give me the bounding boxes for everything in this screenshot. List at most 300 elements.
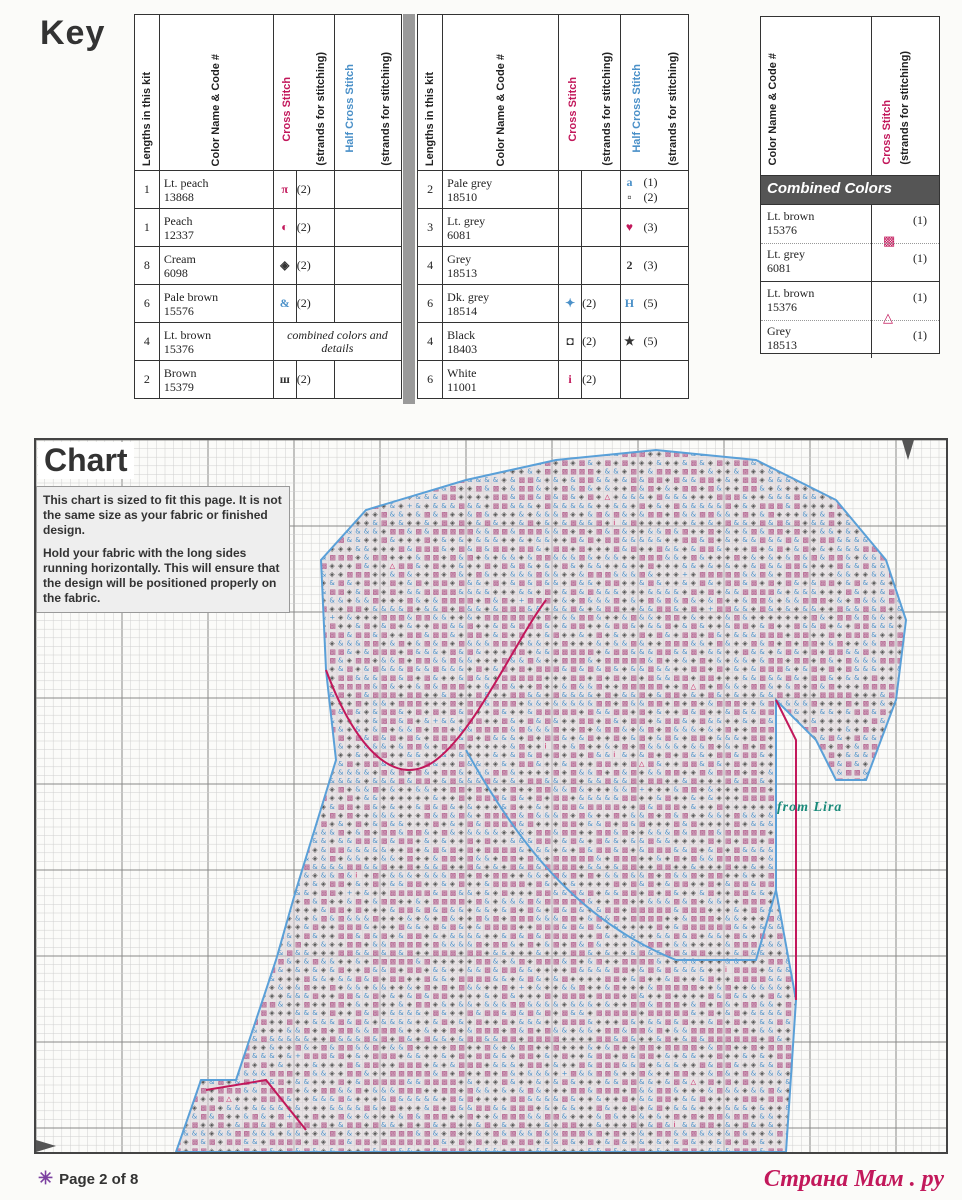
svg-text:▩: ▩: [424, 777, 431, 785]
svg-text:◈: ◈: [854, 519, 860, 527]
svg-text:&: &: [579, 691, 585, 699]
svg-text:▩: ▩: [725, 700, 732, 708]
svg-text:▩: ▩: [450, 708, 457, 716]
svg-text:▩: ▩: [665, 614, 672, 622]
svg-text:▩: ▩: [725, 502, 732, 510]
svg-text:◈: ◈: [209, 665, 215, 673]
svg-text:▩: ▩: [398, 768, 405, 776]
svg-text:&: &: [622, 562, 628, 570]
svg-text:▩: ▩: [630, 485, 637, 493]
svg-text:&: &: [80, 743, 86, 751]
svg-text:&: &: [837, 786, 843, 794]
svg-text:◈: ◈: [501, 786, 507, 794]
svg-text:◈: ◈: [785, 631, 791, 639]
svg-text:&: &: [192, 691, 198, 699]
svg-text:◈: ◈: [398, 760, 404, 768]
svg-text:&: &: [725, 682, 731, 690]
svg-text:&: &: [519, 442, 525, 450]
svg-text:▩: ▩: [312, 614, 319, 622]
svg-text:&: &: [639, 639, 645, 647]
svg-text:&: &: [845, 605, 851, 613]
svg-text:◈: ◈: [484, 605, 490, 613]
svg-text:◈: ◈: [871, 777, 877, 785]
svg-text:&: &: [544, 510, 550, 518]
svg-text:&: &: [166, 725, 172, 733]
svg-text:▩: ▩: [888, 768, 895, 776]
svg-text:◈: ◈: [390, 631, 396, 639]
color-code: 18510: [447, 190, 558, 204]
svg-text:&: &: [46, 639, 52, 647]
svg-text:◈: ◈: [811, 794, 817, 802]
svg-text:&: &: [742, 717, 748, 725]
svg-text:&: &: [37, 639, 43, 647]
svg-text:▩: ▩: [390, 528, 397, 536]
svg-text:&: &: [940, 553, 946, 561]
svg-text:&: &: [441, 614, 447, 622]
svg-text:◈: ◈: [338, 493, 344, 501]
svg-text:▩: ▩: [630, 614, 637, 622]
svg-text:▩: ▩: [347, 605, 354, 613]
svg-text:◈: ◈: [424, 502, 430, 510]
svg-text:&: &: [914, 700, 920, 708]
svg-text:◈: ◈: [656, 450, 662, 458]
svg-text:&: &: [656, 588, 662, 596]
svg-text:▩: ▩: [355, 467, 362, 475]
svg-text:◈: ◈: [725, 545, 731, 553]
svg-text:▩: ▩: [347, 760, 354, 768]
svg-text:▩: ▩: [699, 476, 706, 484]
svg-text:◈: ◈: [226, 467, 232, 475]
svg-text:◈: ◈: [424, 794, 430, 802]
svg-text:◈: ◈: [372, 510, 378, 518]
svg-text:◈: ◈: [398, 588, 404, 596]
svg-text:&: &: [329, 579, 335, 587]
svg-text:▩: ▩: [613, 803, 620, 811]
svg-text:◈: ◈: [587, 786, 593, 794]
svg-text:&: &: [235, 459, 241, 467]
svg-text:◈: ◈: [269, 700, 275, 708]
svg-text:&: &: [372, 674, 378, 682]
svg-text:▩: ▩: [441, 811, 448, 819]
svg-text:◈: ◈: [347, 622, 353, 630]
svg-text:◈: ◈: [854, 502, 860, 510]
svg-text:◈: ◈: [673, 536, 679, 544]
svg-text:◈: ◈: [708, 553, 714, 561]
svg-text:◈: ◈: [751, 700, 757, 708]
color-name-cell: [443, 247, 559, 285]
svg-text:▩: ▩: [501, 502, 508, 510]
svg-text:◈: ◈: [398, 794, 404, 802]
svg-text:▩: ▩: [820, 536, 827, 544]
svg-text:&: &: [605, 648, 611, 656]
svg-text:◈: ◈: [226, 743, 232, 751]
svg-text:◈: ◈: [794, 476, 800, 484]
svg-text:◈: ◈: [897, 467, 903, 475]
svg-text:▩: ▩: [338, 588, 345, 596]
svg-text:▩: ▩: [888, 639, 895, 647]
svg-text:◈: ◈: [923, 786, 929, 794]
svg-text:&: &: [510, 725, 516, 733]
svg-text:◈: ◈: [716, 708, 722, 716]
svg-text:▩: ▩: [579, 657, 586, 665]
svg-text:▩: ▩: [725, 768, 732, 776]
svg-text:◈: ◈: [579, 760, 585, 768]
svg-text:▩: ▩: [536, 682, 543, 690]
svg-text:&: &: [699, 622, 705, 630]
svg-text:◈: ◈: [467, 485, 473, 493]
svg-text:◈: ◈: [132, 725, 138, 733]
svg-text:◈: ◈: [80, 622, 86, 630]
svg-text:◈: ◈: [372, 545, 378, 553]
svg-text:◈: ◈: [157, 734, 163, 742]
svg-text:◈: ◈: [587, 760, 593, 768]
svg-text:◈: ◈: [837, 493, 843, 501]
svg-text:&: &: [742, 811, 748, 819]
svg-text:▩: ▩: [863, 528, 870, 536]
svg-text:▩: ▩: [553, 665, 560, 673]
svg-text:▩: ▩: [441, 768, 448, 776]
svg-text:▩: ▩: [209, 450, 216, 458]
svg-text:◈: ◈: [304, 811, 310, 819]
svg-text:&: &: [390, 459, 396, 467]
svg-text:◈: ◈: [725, 467, 731, 475]
svg-text:▩: ▩: [450, 528, 457, 536]
svg-text:▩: ▩: [192, 803, 199, 811]
svg-text:▩: ▩: [243, 665, 250, 673]
svg-text:&: &: [278, 648, 284, 656]
svg-text:◈: ◈: [613, 743, 619, 751]
svg-text:◈: ◈: [243, 476, 249, 484]
svg-text:◈: ◈: [716, 588, 722, 596]
svg-text:&: &: [166, 614, 172, 622]
half-stitch-entry: [621, 334, 688, 349]
svg-text:&: &: [630, 536, 636, 544]
svg-text:◈: ◈: [845, 786, 851, 794]
svg-text:▩: ▩: [329, 622, 336, 630]
svg-text:&: &: [725, 510, 731, 518]
svg-text:&: &: [390, 571, 396, 579]
svg-text:&: &: [768, 467, 774, 475]
svg-text:◈: ◈: [407, 811, 413, 819]
svg-text:◈: ◈: [587, 545, 593, 553]
svg-text:◈: ◈: [510, 442, 516, 450]
svg-text:◈: ◈: [140, 700, 146, 708]
svg-text:◈: ◈: [596, 786, 602, 794]
svg-text:&: &: [794, 674, 800, 682]
svg-text:◈: ◈: [794, 665, 800, 673]
svg-text:&: &: [132, 786, 138, 794]
svg-text:&: &: [166, 631, 172, 639]
svg-text:&: &: [433, 682, 439, 690]
svg-text:◈: ◈: [381, 442, 387, 450]
svg-text:◈: ◈: [725, 459, 731, 467]
svg-text:&: &: [820, 519, 826, 527]
svg-text:◈: ◈: [716, 614, 722, 622]
half-stitch-strands: (5): [643, 296, 657, 311]
svg-text:▩: ▩: [381, 510, 388, 518]
svg-text:◈: ◈: [665, 476, 671, 484]
svg-text:▩: ▩: [553, 708, 560, 716]
svg-text:&: &: [140, 725, 146, 733]
svg-text:▩: ▩: [183, 682, 190, 690]
svg-text:◈: ◈: [407, 794, 413, 802]
svg-text:◈: ◈: [226, 682, 232, 690]
svg-text:▩: ▩: [828, 751, 835, 759]
svg-text:&: &: [914, 562, 920, 570]
svg-text:◈: ◈: [312, 717, 318, 725]
svg-text:▩: ▩: [811, 725, 818, 733]
svg-text:▩: ▩: [699, 545, 706, 553]
svg-text:+: +: [888, 545, 894, 553]
svg-text:◈: ◈: [897, 562, 903, 570]
svg-text:▩: ▩: [149, 639, 156, 647]
svg-text:▩: ▩: [665, 794, 672, 802]
svg-text:&: &: [691, 794, 697, 802]
svg-text:&: &: [742, 502, 748, 510]
svg-text:◈: ◈: [304, 579, 310, 587]
svg-text:&: &: [157, 751, 163, 759]
svg-text:◈: ◈: [544, 485, 550, 493]
svg-text:▩: ▩: [845, 811, 852, 819]
svg-text:▩: ▩: [742, 794, 749, 802]
svg-text:&: &: [441, 536, 447, 544]
svg-text:&: &: [906, 614, 912, 622]
svg-text:&: &: [433, 510, 439, 518]
svg-text:◈: ◈: [106, 725, 112, 733]
svg-text:&: &: [845, 553, 851, 561]
svg-text:▩: ▩: [544, 786, 551, 794]
svg-text:▩: ▩: [888, 588, 895, 596]
svg-text:◈: ◈: [476, 493, 482, 501]
svg-text:&: &: [372, 519, 378, 527]
color-name-cell: [159, 285, 273, 323]
svg-text:◈: ◈: [622, 579, 628, 587]
svg-text:◈: ◈: [355, 614, 361, 622]
svg-text:&: &: [682, 657, 688, 665]
svg-text:◈: ◈: [725, 596, 731, 604]
svg-text:&: &: [570, 485, 576, 493]
svg-text:◈: ◈: [639, 528, 645, 536]
svg-text:▩: ▩: [665, 528, 672, 536]
svg-text:◈: ◈: [716, 794, 722, 802]
svg-text:&: &: [321, 459, 327, 467]
svg-text:◈: ◈: [742, 734, 748, 742]
svg-text:▩: ▩: [424, 657, 431, 665]
svg-text:▩: ▩: [433, 459, 440, 467]
svg-text:▩: ▩: [553, 450, 560, 458]
svg-text:◈: ◈: [80, 648, 86, 656]
svg-text:◈: ◈: [390, 794, 396, 802]
svg-text:▩: ▩: [605, 717, 612, 725]
svg-text:&: &: [828, 459, 834, 467]
svg-text:◈: ◈: [218, 648, 224, 656]
svg-text:▩: ▩: [544, 665, 551, 673]
svg-text:&: &: [888, 725, 894, 733]
svg-text:▩: ▩: [725, 751, 732, 759]
svg-text:◈: ◈: [355, 519, 361, 527]
svg-text:◈: ◈: [114, 777, 120, 785]
svg-text:◈: ◈: [914, 622, 920, 630]
svg-text:▩: ▩: [304, 450, 311, 458]
svg-text:&: &: [923, 519, 929, 527]
svg-text:&: &: [407, 777, 413, 785]
svg-text:◈: ◈: [372, 536, 378, 544]
svg-text:▩: ▩: [510, 811, 517, 819]
svg-text:&: &: [699, 502, 705, 510]
svg-text:&: &: [699, 536, 705, 544]
half-stitch-entry: [621, 175, 688, 190]
svg-text:&: &: [863, 657, 869, 665]
svg-text:◈: ◈: [888, 760, 894, 768]
svg-text:◈: ◈: [863, 691, 869, 699]
svg-text:&: &: [639, 665, 645, 673]
svg-text:◈: ◈: [510, 467, 516, 475]
svg-text:&: &: [759, 700, 765, 708]
svg-text:▩: ▩: [510, 691, 517, 699]
svg-text:◈: ◈: [596, 622, 602, 630]
svg-text:◈: ◈: [304, 700, 310, 708]
svg-text:▩: ▩: [381, 485, 388, 493]
svg-text:▩: ▩: [673, 476, 680, 484]
svg-text:▩: ▩: [278, 614, 285, 622]
svg-text:▩: ▩: [166, 717, 173, 725]
svg-text:▩: ▩: [140, 794, 147, 802]
svg-text:&: &: [278, 459, 284, 467]
svg-text:◈: ◈: [321, 545, 327, 553]
svg-text:&: &: [243, 768, 249, 776]
svg-text:&: &: [639, 811, 645, 819]
svg-text:&: &: [682, 717, 688, 725]
svg-text:&: &: [544, 536, 550, 544]
svg-text:◈: ◈: [845, 510, 851, 518]
svg-text:&: &: [450, 717, 456, 725]
svg-text:▩: ▩: [149, 467, 156, 475]
svg-text:◈: ◈: [940, 760, 946, 768]
svg-text:▩: ▩: [329, 631, 336, 639]
svg-text:&: &: [622, 519, 628, 527]
svg-text:&: &: [570, 691, 576, 699]
svg-text:◈: ◈: [192, 717, 198, 725]
svg-text:◈: ◈: [390, 751, 396, 759]
svg-text:▩: ▩: [699, 682, 706, 690]
svg-text:▩: ▩: [450, 553, 457, 561]
svg-text:▩: ▩: [338, 536, 345, 544]
color-code: 6081: [767, 261, 805, 275]
combined-colors-table: [760, 16, 940, 354]
svg-text:▩: ▩: [450, 691, 457, 699]
svg-text:&: &: [106, 631, 112, 639]
svg-text:◈: ◈: [510, 536, 516, 544]
svg-text:&: &: [286, 639, 292, 647]
svg-text:▩: ▩: [166, 743, 173, 751]
svg-text:▩: ▩: [149, 648, 156, 656]
svg-text:◈: ◈: [243, 725, 249, 733]
svg-text:&: &: [768, 536, 774, 544]
svg-text:◈: ◈: [493, 648, 499, 656]
svg-text:◈: ◈: [415, 571, 421, 579]
svg-text:▩: ▩: [777, 450, 784, 458]
svg-text:▩: ▩: [80, 725, 87, 733]
svg-text:&: &: [183, 614, 189, 622]
svg-text:&: &: [837, 536, 843, 544]
svg-text:◈: ◈: [673, 657, 679, 665]
svg-text:◈: ◈: [854, 528, 860, 536]
svg-text:◈: ◈: [218, 622, 224, 630]
svg-text:▩: ▩: [235, 743, 242, 751]
svg-text:&: &: [914, 571, 920, 579]
svg-text:◈: ◈: [140, 691, 146, 699]
svg-text:&: &: [785, 811, 791, 819]
svg-text:&: &: [166, 476, 172, 484]
cross-stitch-symbol: &: [273, 285, 296, 323]
svg-text:▩: ▩: [906, 708, 913, 716]
svg-text:&: &: [71, 614, 77, 622]
svg-text:◈: ◈: [338, 605, 344, 613]
svg-text:&: &: [278, 803, 284, 811]
svg-text:▩: ▩: [338, 786, 345, 794]
svg-text:◈: ◈: [665, 442, 671, 450]
svg-text:▩: ▩: [837, 502, 844, 510]
svg-text:▩: ▩: [381, 768, 388, 776]
svg-text:◈: ◈: [261, 450, 267, 458]
color-code: 18513: [767, 338, 797, 352]
svg-text:◈: ◈: [295, 528, 301, 536]
svg-text:&: &: [742, 614, 748, 622]
svg-text:◈: ◈: [476, 614, 482, 622]
svg-text:◈: ◈: [553, 467, 559, 475]
svg-text:◈: ◈: [329, 545, 335, 553]
svg-text:▩: ▩: [355, 700, 362, 708]
combined-row: [761, 282, 939, 358]
svg-text:◈: ◈: [286, 631, 292, 639]
svg-text:&: &: [931, 467, 937, 475]
svg-text:&: &: [527, 605, 533, 613]
svg-text:◈: ◈: [106, 751, 112, 759]
svg-text:&: &: [338, 450, 344, 458]
half-stitch-symbol: ★: [621, 334, 637, 349]
svg-text:▩: ▩: [630, 760, 637, 768]
svg-text:◈: ◈: [630, 605, 636, 613]
svg-text:&: &: [355, 528, 361, 536]
svg-text:▩: ▩: [622, 794, 629, 802]
svg-text:▩: ▩: [372, 502, 379, 510]
svg-text:▩: ▩: [54, 803, 61, 811]
svg-text:▩: ▩: [897, 459, 904, 467]
svg-text:&: &: [854, 674, 860, 682]
svg-text:◈: ◈: [802, 614, 808, 622]
svg-text:▩: ▩: [794, 571, 801, 579]
svg-text:◈: ◈: [390, 743, 396, 751]
color-code: 18514: [447, 304, 558, 318]
svg-text:▩: ▩: [562, 485, 569, 493]
svg-text:&: &: [931, 803, 937, 811]
svg-text:&: &: [854, 562, 860, 570]
svg-text:◈: ◈: [381, 467, 387, 475]
svg-text:◈: ◈: [802, 708, 808, 716]
svg-text:▩: ▩: [243, 622, 250, 630]
svg-text:&: &: [527, 467, 533, 475]
svg-text:▩: ▩: [458, 743, 465, 751]
svg-text:▩: ▩: [519, 648, 526, 656]
svg-text:&: &: [407, 751, 413, 759]
svg-text:&: &: [321, 760, 327, 768]
svg-text:▩: ▩: [527, 476, 534, 484]
svg-text:▩: ▩: [493, 502, 500, 510]
svg-text:&: &: [562, 614, 568, 622]
svg-text:&: &: [415, 639, 421, 647]
svg-text:▩: ▩: [863, 442, 870, 450]
svg-text:&: &: [493, 605, 499, 613]
